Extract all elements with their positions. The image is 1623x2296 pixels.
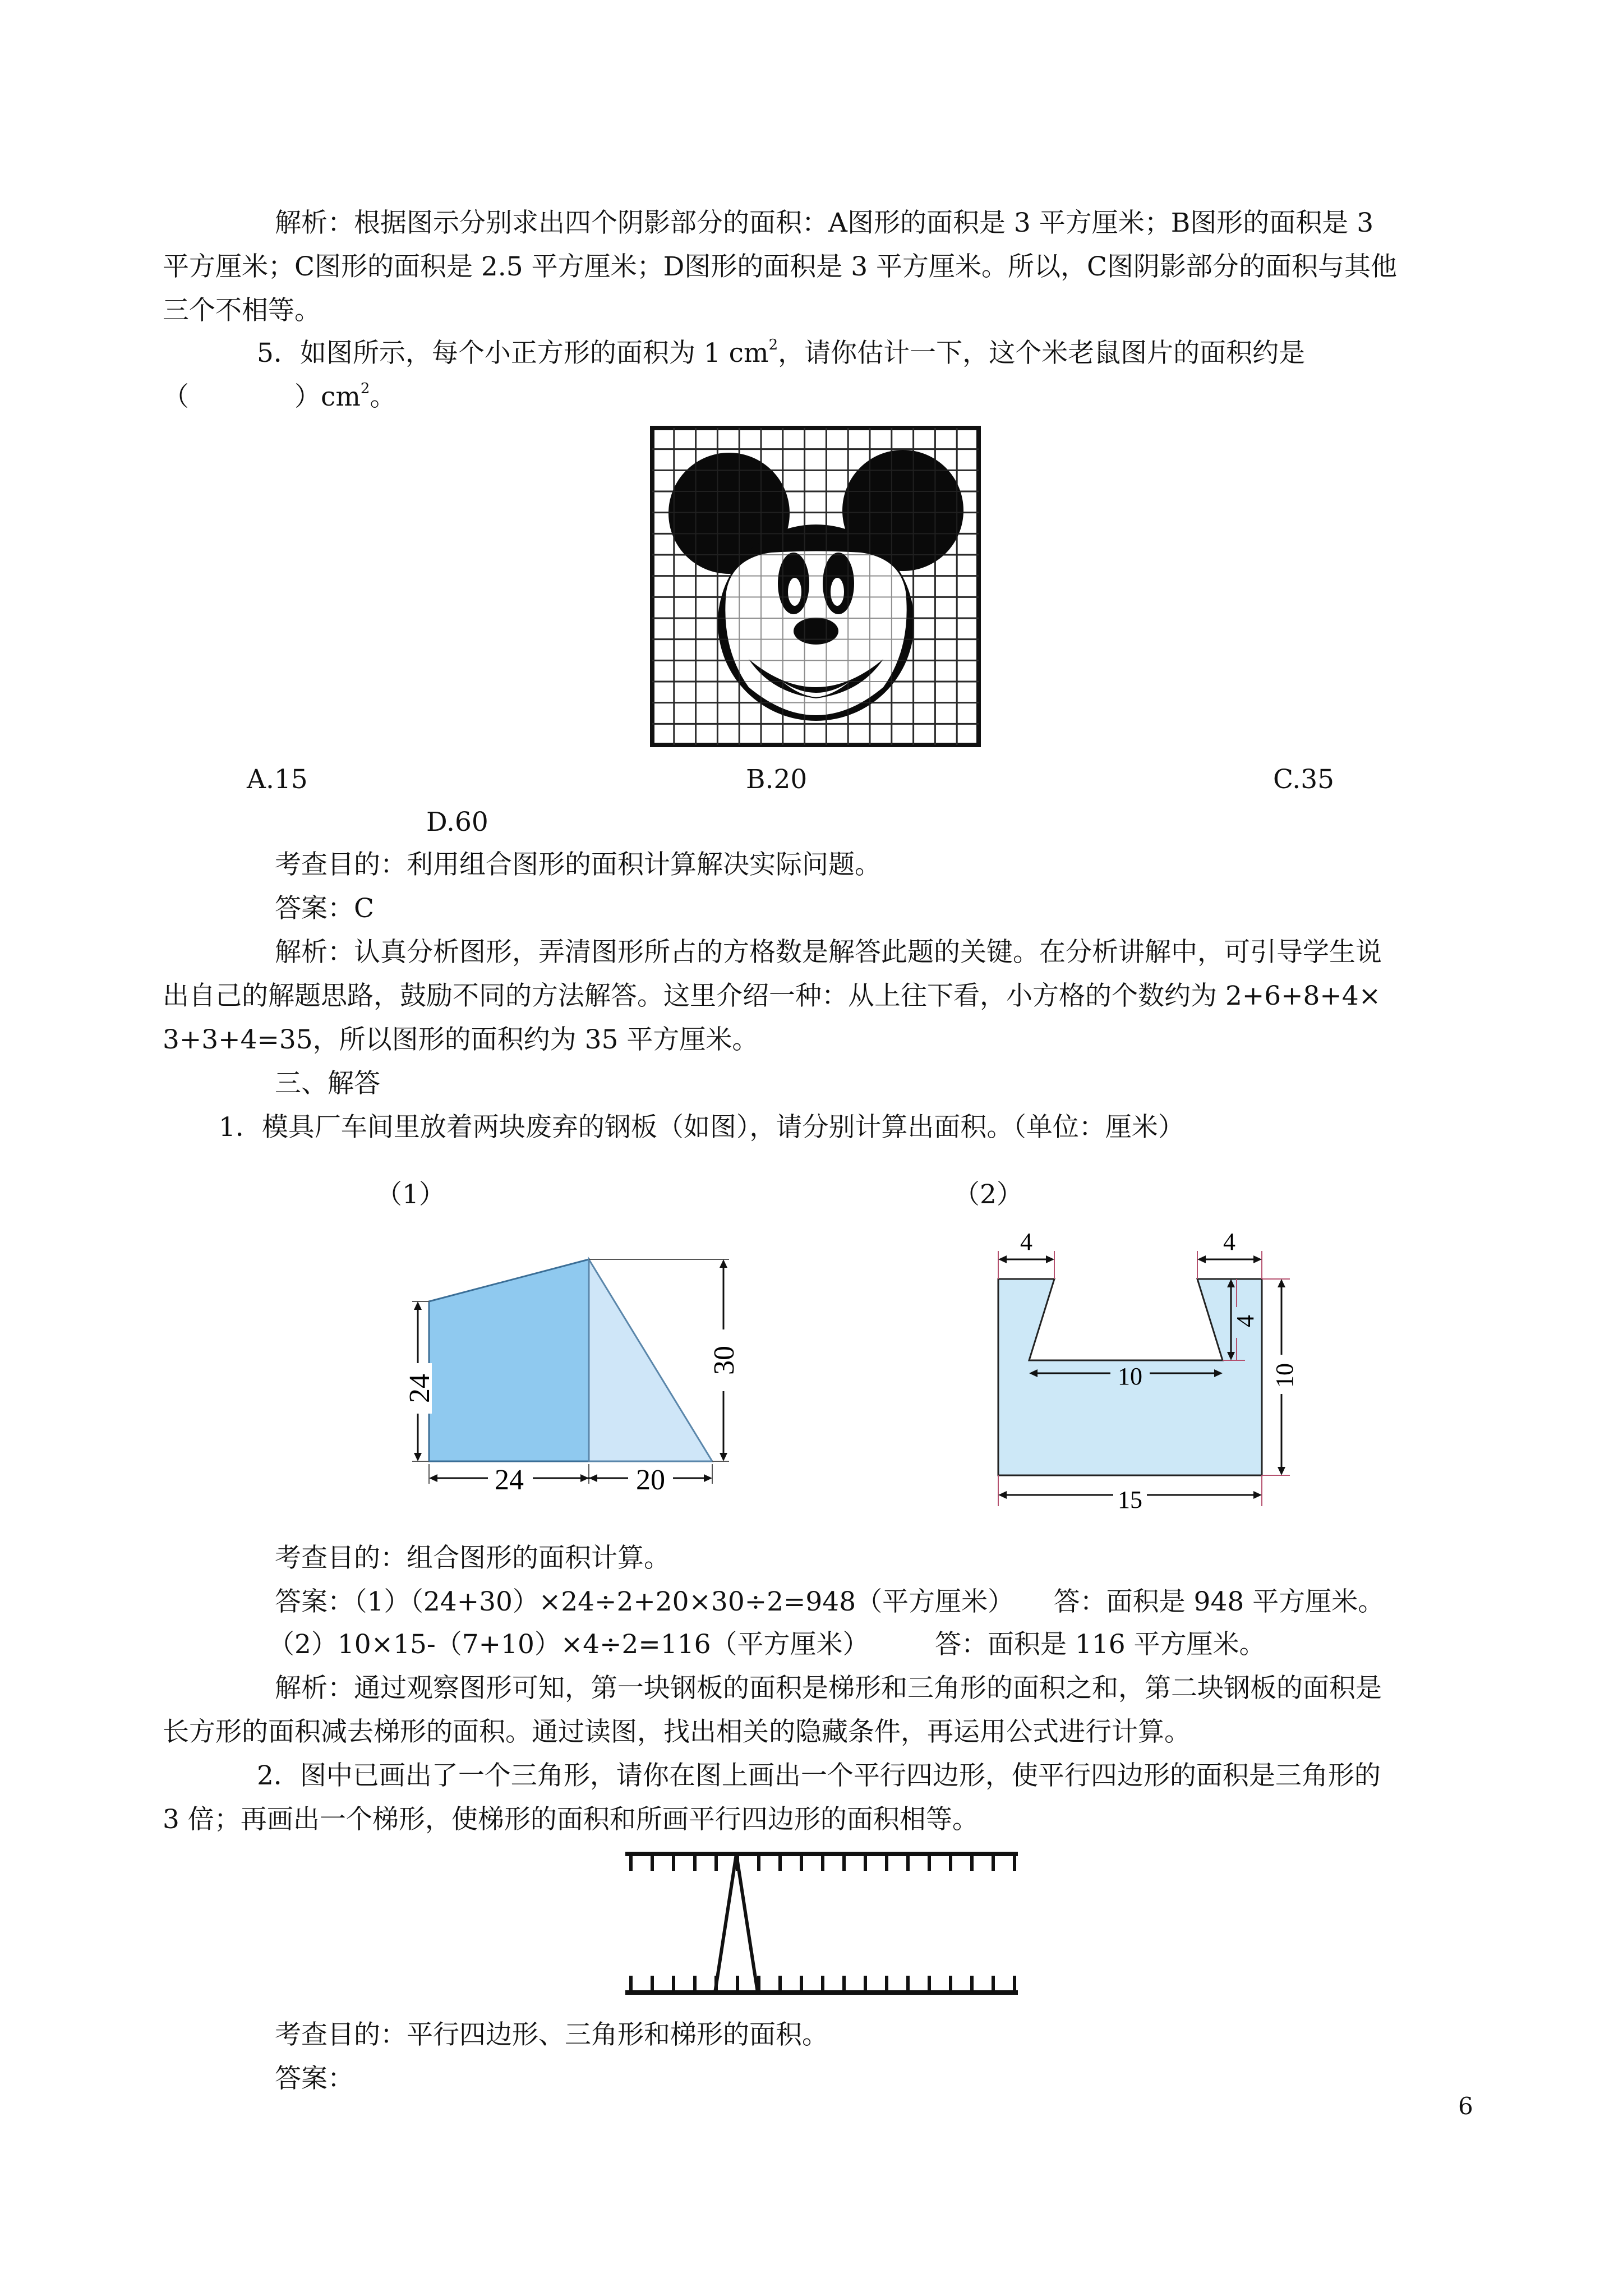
p1-answer-1: 答案：（1）（24+30）×24÷2+20×30÷2=948（平方厘米） 答：面积是 948 平方厘米。 xyxy=(275,1586,1385,1617)
dim-24-left: 24 xyxy=(404,1374,436,1403)
page-number: 6 xyxy=(1458,2092,1473,2120)
q5-blank xyxy=(163,380,396,414)
q5-analysis-2: 出自己的解题思路，鼓励不同的方法解答。这里介绍一种：从上往下看，小方格的个数约为 2+6+8+4× xyxy=(163,981,1381,1011)
p2-question-2: 3 倍；再画出一个梯形，使梯形的面积和所画平行四边形的面积相等。 xyxy=(163,1804,979,1835)
steel-plate-1-figure xyxy=(381,1245,751,1509)
triangle-ruler-figure xyxy=(620,1846,1023,2003)
p1-analysis-1: 解析：通过观察图形可知，第一块钢板的面积是梯形和三角形的面积之和，第二块钢板的面积是 xyxy=(275,1673,1382,1704)
q5-analysis-3: 3+3+4=35，所以图形的面积约为 35 平方厘米。 xyxy=(163,1024,759,1055)
option-a: A.15 xyxy=(247,764,308,795)
q5-sup: 2 xyxy=(768,337,778,353)
option-c: C.35 xyxy=(1273,764,1335,795)
q5-stem-b: ，请你估计一下，这个米老鼠图片的面积约是 xyxy=(778,338,1306,369)
p2-question-1: 2．图中已画出了一个三角形，请你在图上画出一个平行四边形，使平行四边形的面积是三角形的 xyxy=(257,1760,1381,1791)
figure1-label: （1） xyxy=(376,1179,445,1210)
dim-4-right: 4 xyxy=(1223,1228,1235,1255)
q5-analysis-1: 解析：认真分析图形，弄清图形所占的方格数是解答此题的关键。在分析讲解中，可引导学生说 xyxy=(275,937,1382,968)
dim-4-left: 4 xyxy=(1020,1228,1032,1255)
dim-24-bottom: 24 xyxy=(495,1464,524,1496)
trapezoid-part xyxy=(429,1259,589,1461)
triangle-part xyxy=(589,1259,712,1461)
analysis-line-1: 解析：根据图示分别求出四个阴影部分的面积：A图形的面积是 3 平方厘米；B图形的面积是 3 xyxy=(275,208,1374,238)
problem1-question: 1．模具厂车间里放着两块废弃的钢板（如图），请分别计算出面积。（单位：厘米） xyxy=(219,1112,1184,1143)
mickey-grid-figure xyxy=(648,424,984,749)
q5-blank-end: 。 xyxy=(370,381,396,412)
analysis-line-3: 三个不相等。 xyxy=(163,295,321,326)
dim-10-inner: 10 xyxy=(1118,1363,1142,1390)
q5-blank-sup: 2 xyxy=(360,380,370,397)
p1-purpose: 考查目的：组合图形的面积计算。 xyxy=(275,1543,670,1573)
q5-answer: 答案：C xyxy=(275,893,374,924)
dim-20: 20 xyxy=(636,1464,665,1496)
dim-4-depth: 4 xyxy=(1232,1315,1259,1327)
p2-purpose: 考查目的：平行四边形、三角形和梯形的面积。 xyxy=(275,2019,828,2050)
p1-analysis-2: 长方形的面积减去梯形的面积。通过读图，找出相关的隐藏条件，再运用公式进行计算。 xyxy=(163,1717,1191,1747)
section-heading: 三、解答 xyxy=(275,1068,380,1099)
analysis-line-2: 平方厘米；C图形的面积是 2.5 平方厘米；D图形的面积是 3 平方厘米。所以，C图阴影部分的面积与其他 xyxy=(163,251,1398,282)
dim-30: 30 xyxy=(708,1346,740,1375)
option-b: B.20 xyxy=(746,764,808,795)
option-d: D.60 xyxy=(426,807,488,838)
dim-15: 15 xyxy=(1118,1486,1142,1513)
p1-answer-2: （2）10×15-（7+10）×4÷2=116（平方厘米） 答：面积是 116 平方厘米。 xyxy=(268,1629,1266,1660)
q5-stem xyxy=(257,337,1305,370)
q5-stem-a: 5．如图所示，每个小正方形的面积为 1 cm xyxy=(257,338,769,369)
p2-answer: 答案： xyxy=(275,2063,354,2094)
figure2-label: （2） xyxy=(953,1179,1023,1210)
steel-plate-2-figure xyxy=(987,1228,1312,1526)
given-triangle xyxy=(715,1854,758,1993)
q5-purpose: 考查目的：利用组合图形的面积计算解决实际问题。 xyxy=(275,849,881,880)
q5-blank-text: （ ）cm xyxy=(163,381,361,412)
dim-10-height: 10 xyxy=(1271,1363,1298,1388)
